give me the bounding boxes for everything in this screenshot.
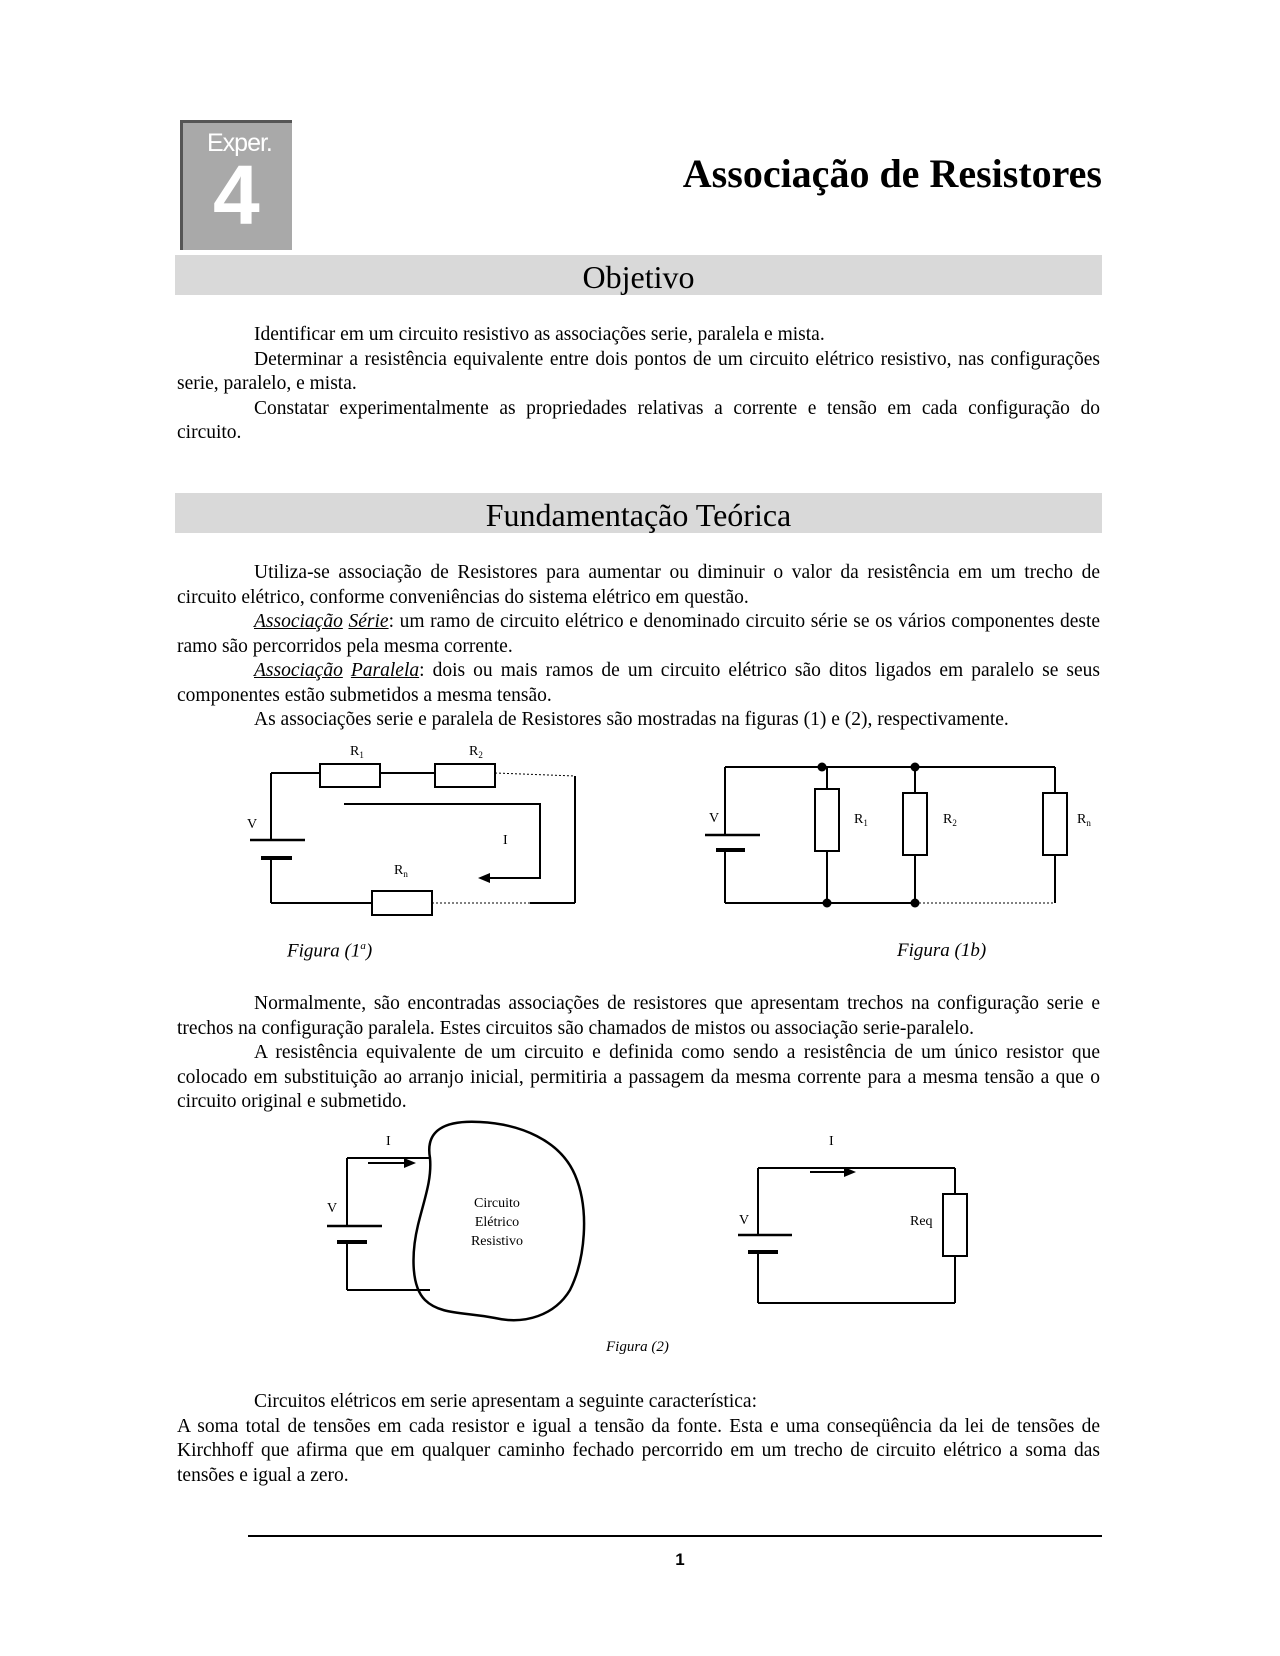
- section-heading-objetivo: Objetivo: [175, 255, 1102, 295]
- label-r2: $R_2$: [469, 744, 483, 760]
- figure-2-caption: Figura (2): [606, 1339, 669, 1355]
- experiment-number: 4: [213, 148, 260, 242]
- label-v: V: [739, 1213, 750, 1228]
- label-i: I: [503, 833, 508, 848]
- label-rn: $R_n$: [1077, 812, 1091, 828]
- term: Paralela: [350, 660, 420, 681]
- blob-label-line2: Elétrico: [474, 1215, 520, 1230]
- paragraph: Determinar a resistência equivalente entre dois pontos de um circuito elétrico resistivo, nas configurações serie, paralelo, e mista.: [177, 348, 1100, 394]
- label-v: V: [327, 1201, 338, 1216]
- label-i: I: [829, 1134, 834, 1149]
- figure-1b-caption: Figura (1b): [897, 940, 987, 961]
- paragraph: Normalmente, são encontradas associações de resistores que apresentam trechos na configuração serie e trechos na configuração paralela. Estes circuitos são chamados de mistos ou associação serie-paralelo.: [177, 993, 1100, 1039]
- experiment-label: Exper.: [207, 129, 272, 157]
- caption-text-end: ): [365, 940, 373, 962]
- definition: : um ramo de circuito elétrico e denominado circuito série se os vários componentes deste ramo são percorridos pela mesma corrente.: [177, 611, 1101, 657]
- label-r2: $R_2$: [943, 812, 957, 828]
- resistor-req: [943, 1194, 967, 1256]
- caption-text: Figura (1: [287, 940, 361, 962]
- page-title: Associação de Resistores: [682, 151, 1102, 196]
- definition: : dois ou mais ramos de um circuito elétrico são ditos ligados em paralelo se seus componentes estão submetidos a mesma tensão.: [177, 660, 1100, 706]
- label-v: V: [709, 811, 720, 826]
- label-rn: $R_n$: [394, 863, 408, 879]
- label-req: Req: [910, 1214, 933, 1229]
- blob-label-line1: Circuito: [474, 1196, 520, 1211]
- paragraph: Utiliza-se associação de Resistores para aumentar ou diminuir o valor da resistência em um trecho de circuito elétrico, conforme conveniências do sistema elétrico em questão.: [177, 562, 1100, 608]
- footer-divider: [248, 1535, 1102, 1537]
- label-v: V: [247, 817, 258, 832]
- label-r1: $R_1$: [350, 744, 364, 760]
- section-heading-fundamentacao: Fundamentação Teórica: [175, 493, 1102, 533]
- term: Série: [348, 611, 389, 632]
- term: Associação: [254, 611, 343, 632]
- paragraph: A resistência equivalente de um circuito e definida como sendo a resistência de um único resistor que colocado em substituição ao arranjo inicial, permitiria a passagem da mesma corrente para a mesma tensão a que o circuito original e submetido.: [177, 1042, 1100, 1112]
- fundamentacao-text-3: [177, 1390, 1100, 1488]
- paragraph: As associações serie e paralela de Resistores são mostradas na figuras (1) e (2), respectivamente.: [254, 709, 1009, 730]
- caption-superscript: a: [360, 940, 366, 952]
- term: Associação: [254, 660, 343, 681]
- blob-label-line3: Resistivo: [470, 1234, 524, 1249]
- paragraph: Identificar em um circuito resistivo as associações serie, paralela e mista.: [254, 324, 825, 345]
- paragraph: A soma total de tensões em cada resistor e igual a tensão da fonte. Esta e uma conseqüência da lei de tensões de Kirchhoff que afirma que em qualquer caminho fechado percorrido em um trecho de circuito elétrico a soma das tensões e igual a zero.: [177, 1415, 1100, 1486]
- label-i: I: [386, 1134, 391, 1149]
- paragraph: Constatar experimentalmente as propriedades relativas a corrente e tensão em cada configuração do circuito.: [177, 397, 1100, 443]
- label-r1: $R_1$: [854, 812, 868, 828]
- page-number: 1: [675, 1550, 685, 1569]
- paragraph: Circuitos elétricos em serie apresentam a seguinte característica:: [254, 1391, 757, 1412]
